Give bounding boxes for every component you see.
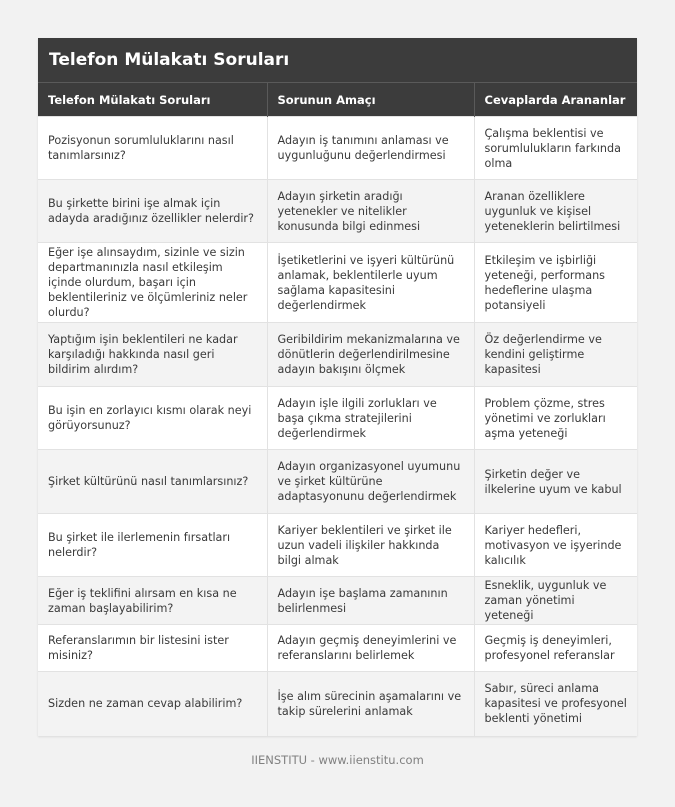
purpose-cell: Adayın işe başlama zamanının belirlenmesi bbox=[267, 577, 474, 625]
question-cell: Bu şirket ile ilerlemenin fırsatları nelerdir? bbox=[38, 514, 267, 577]
question-cell: Eğer iş teklifini alırsam en kısa ne zaman başlayabilirim? bbox=[38, 577, 267, 625]
expected-cell: Öz değerlendirme ve kendini geliştirme kapasitesi bbox=[474, 323, 637, 387]
question-cell: Eğer işe alınsaydım, sizinle ve sizin departmanınızla nasıl etkileşim içinde olurdum, başarı için beklentileriniz ve ölçümleriniz neler olurdu? bbox=[38, 243, 267, 323]
table-row bbox=[38, 514, 637, 577]
purpose-cell: Adayın geçmiş deneyimlerini ve referanslarını belirlemek bbox=[267, 625, 474, 672]
question-cell: Bu işin en zorlayıcı kısmı olarak neyi görüyorsunuz? bbox=[38, 387, 267, 450]
purpose-cell: İşe alım sürecinin aşamalarını ve takip sürelerini anlamak bbox=[267, 672, 474, 736]
table-header-row bbox=[38, 83, 637, 117]
page-title: Telefon Mülakatı Soruları bbox=[38, 38, 637, 82]
question-cell: Pozisyonun sorumluluklarını nasıl tanımlarsınız? bbox=[38, 117, 267, 180]
purpose-cell: İşetiketlerini ve işyeri kültürünü anlamak, beklentilerle uyum sağlama kapasitesini değerlendirmek bbox=[267, 243, 474, 323]
expected-cell: Esneklik, uygunluk ve zaman yönetimi yeteneği bbox=[474, 577, 637, 625]
purpose-cell: Adayın işle ilgili zorlukları ve başa çıkma stratejilerini değerlendirmek bbox=[267, 387, 474, 450]
table-card bbox=[38, 38, 637, 736]
expected-cell: Geçmiş iş deneyimleri, profesyonel referanslar bbox=[474, 625, 637, 672]
purpose-cell: Kariyer beklentileri ve şirket ile uzun vadeli ilişkiler hakkında bilgi almak bbox=[267, 514, 474, 577]
footer-brand: IIENSTITU - www.iienstitu.com bbox=[251, 753, 424, 767]
purpose-cell: Adayın iş tanımını anlaması ve uygunluğunu değerlendirmesi bbox=[267, 117, 474, 180]
table-row bbox=[38, 387, 637, 450]
expected-cell: Aranan özelliklere uygunluk ve kişisel yeteneklerin belirtilmesi bbox=[474, 180, 637, 243]
table-row bbox=[38, 117, 637, 180]
question-cell: Şirket kültürünü nasıl tanımlarsınız? bbox=[38, 450, 267, 514]
table-row bbox=[38, 243, 637, 323]
table-row bbox=[38, 625, 637, 672]
expected-cell: Çalışma beklentisi ve sorumlulukların farkında olma bbox=[474, 117, 637, 180]
purpose-cell: Geribildirim mekanizmalarına ve dönütlerin değerlendirilmesine adayın bakışını ölçmek bbox=[267, 323, 474, 387]
table-row bbox=[38, 672, 637, 736]
purpose-cell: Adayın organizasyonel uyumunu ve şirket kültürüne adaptasyonunu değerlendirmek bbox=[267, 450, 474, 514]
purpose-cell: Adayın şirketin aradığı yetenekler ve nitelikler konusunda bilgi edinmesi bbox=[267, 180, 474, 243]
question-cell: Sizden ne zaman cevap alabilirim? bbox=[38, 672, 267, 736]
table-row bbox=[38, 450, 637, 514]
question-cell: Referanslarımın bir listesini ister misiniz? bbox=[38, 625, 267, 672]
expected-cell: Kariyer hedefleri, motivasyon ve işyerinde kalıcılık bbox=[474, 514, 637, 577]
table-row bbox=[38, 577, 637, 625]
expected-cell: Problem çözme, stres yönetimi ve zorlukları aşma yeteneği bbox=[474, 387, 637, 450]
expected-cell: Sabır, süreci anlama kapasitesi ve profesyonel beklenti yönetimi bbox=[474, 672, 637, 736]
header-purpose: Sorunun Amaçı bbox=[267, 83, 474, 117]
question-cell: Yaptığım işin beklentileri ne kadar karşıladığı hakkında nasıl geri bildirim alırdım? bbox=[38, 323, 267, 387]
questions-table bbox=[38, 82, 637, 736]
table-row bbox=[38, 323, 637, 387]
expected-cell: Etkileşim ve işbirliği yeteneği, performans hedeflerine ulaşma potansiyeli bbox=[474, 243, 637, 323]
header-questions: Telefon Mülakatı Soruları bbox=[38, 83, 267, 117]
question-cell: Bu şirkette birini işe almak için adayda aradığınız özellikler nelerdir? bbox=[38, 180, 267, 243]
header-expected: Cevaplarda Arananlar bbox=[474, 83, 637, 117]
expected-cell: Şirketin değer ve ilkelerine uyum ve kabul bbox=[474, 450, 637, 514]
table-row bbox=[38, 180, 637, 243]
